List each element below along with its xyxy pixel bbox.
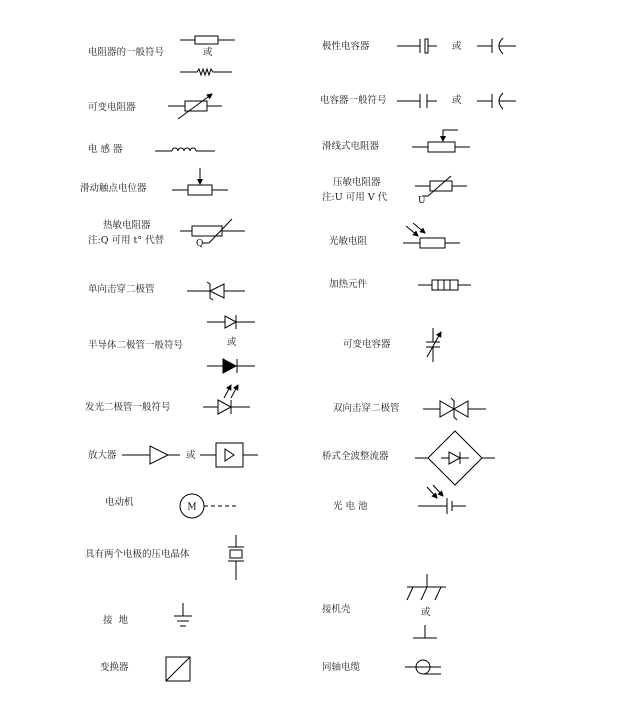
coaxial-cable-symbol: [405, 660, 441, 674]
converter-symbol: [166, 657, 190, 681]
inductor-symbol: [155, 148, 215, 151]
variable-capacitor-symbol: [426, 328, 441, 362]
amplifier-box-symbol: [200, 443, 258, 467]
label-photocell: 光 电 池: [333, 501, 368, 512]
slide-wire-resistor-symbol: [412, 130, 470, 152]
label-varistor: 压敏电阻器: [333, 177, 381, 188]
label-ground: 接 地: [103, 615, 129, 626]
heating-element-symbol: [418, 280, 471, 290]
led-symbol: [203, 385, 250, 414]
photocell-symbol: [418, 485, 466, 514]
note-thermistor: 注:Q 可用 t° 代替: [88, 235, 165, 246]
label-coaxial-cable: 同轴电缆: [322, 662, 361, 673]
or-label: 或: [452, 41, 462, 52]
amplifier-triangle-symbol: [122, 446, 180, 464]
label-bridge-rectifier: 桥式全波整流器: [322, 451, 389, 462]
label-led: 发光二极管一般符号: [85, 402, 171, 413]
or-label: 或: [186, 450, 196, 461]
bridge-rectifier-symbol: [415, 431, 495, 485]
label-capacitor-general: 电容器一般符号: [320, 95, 387, 106]
diode-open-symbol: [207, 315, 255, 329]
piezo-crystal-symbol: [228, 535, 244, 580]
label-chassis: 接机壳: [322, 604, 351, 615]
label-bidirectional-zener: 双向击穿二极管: [333, 403, 400, 414]
label-inductor: 电 感 器: [88, 144, 123, 155]
label-variable-resistor: 可变电阻器: [88, 102, 136, 113]
thermistor-symbol: [180, 219, 245, 249]
capacitor-curved-symbol: [477, 93, 516, 109]
label-resistor-general: 电阻器的一般符号: [88, 47, 165, 58]
potentiometer-symbol: [172, 168, 228, 195]
resistor-zigzag-symbol: [180, 69, 232, 75]
or-label: 或: [227, 337, 237, 348]
or-label: 或: [203, 47, 213, 58]
label-amplifier: 放大器: [88, 450, 117, 461]
label-thermistor: 热敏电阻器: [103, 220, 151, 231]
varistor-letter: U: [418, 196, 426, 206]
label-variable-capacitor: 可变电容器: [343, 339, 391, 350]
chassis-symbol: [407, 574, 446, 600]
varistor-symbol: [415, 176, 467, 206]
polarized-capacitor-curved-symbol: [477, 38, 516, 54]
label-slide-wire-resistor: 滑线式电阻器: [322, 141, 380, 152]
motor-letter: M: [187, 502, 197, 513]
photoresistor-symbol: [403, 223, 460, 248]
label-photoresistor: 光敏电阻: [329, 236, 368, 247]
or-label: 或: [421, 607, 431, 618]
label-heating-element: 加热元件: [329, 279, 368, 290]
diode-filled-symbol: [207, 359, 255, 373]
label-diode-general: 半导体二极管一般符号: [88, 340, 184, 351]
or-label: 或: [452, 95, 462, 106]
note-varistor: 注:U 可用 V 代: [322, 192, 388, 203]
polarized-capacitor-symbol: [397, 39, 437, 53]
thermistor-letter: Q: [196, 239, 204, 249]
label-polarized-capacitor: 极性电容器: [322, 41, 370, 52]
label-converter: 变换器: [100, 662, 129, 673]
capacitor-symbol: [397, 94, 437, 108]
label-zener-diode: 单向击穿二极管: [88, 284, 155, 295]
bidirectional-zener-symbol: [423, 398, 486, 420]
ground-symbol: [174, 603, 192, 626]
motor-symbol: [180, 494, 238, 518]
resistor-box-symbol: [180, 36, 235, 44]
chassis-alt-symbol: [413, 625, 437, 638]
zener-diode-symbol: [187, 282, 245, 300]
label-piezo-crystal: 具有两个电极的压电晶体: [85, 549, 190, 560]
label-potentiometer: 滑动触点电位器: [80, 183, 147, 194]
label-motor: 电动机: [105, 497, 134, 508]
variable-resistor-symbol: [168, 94, 222, 119]
